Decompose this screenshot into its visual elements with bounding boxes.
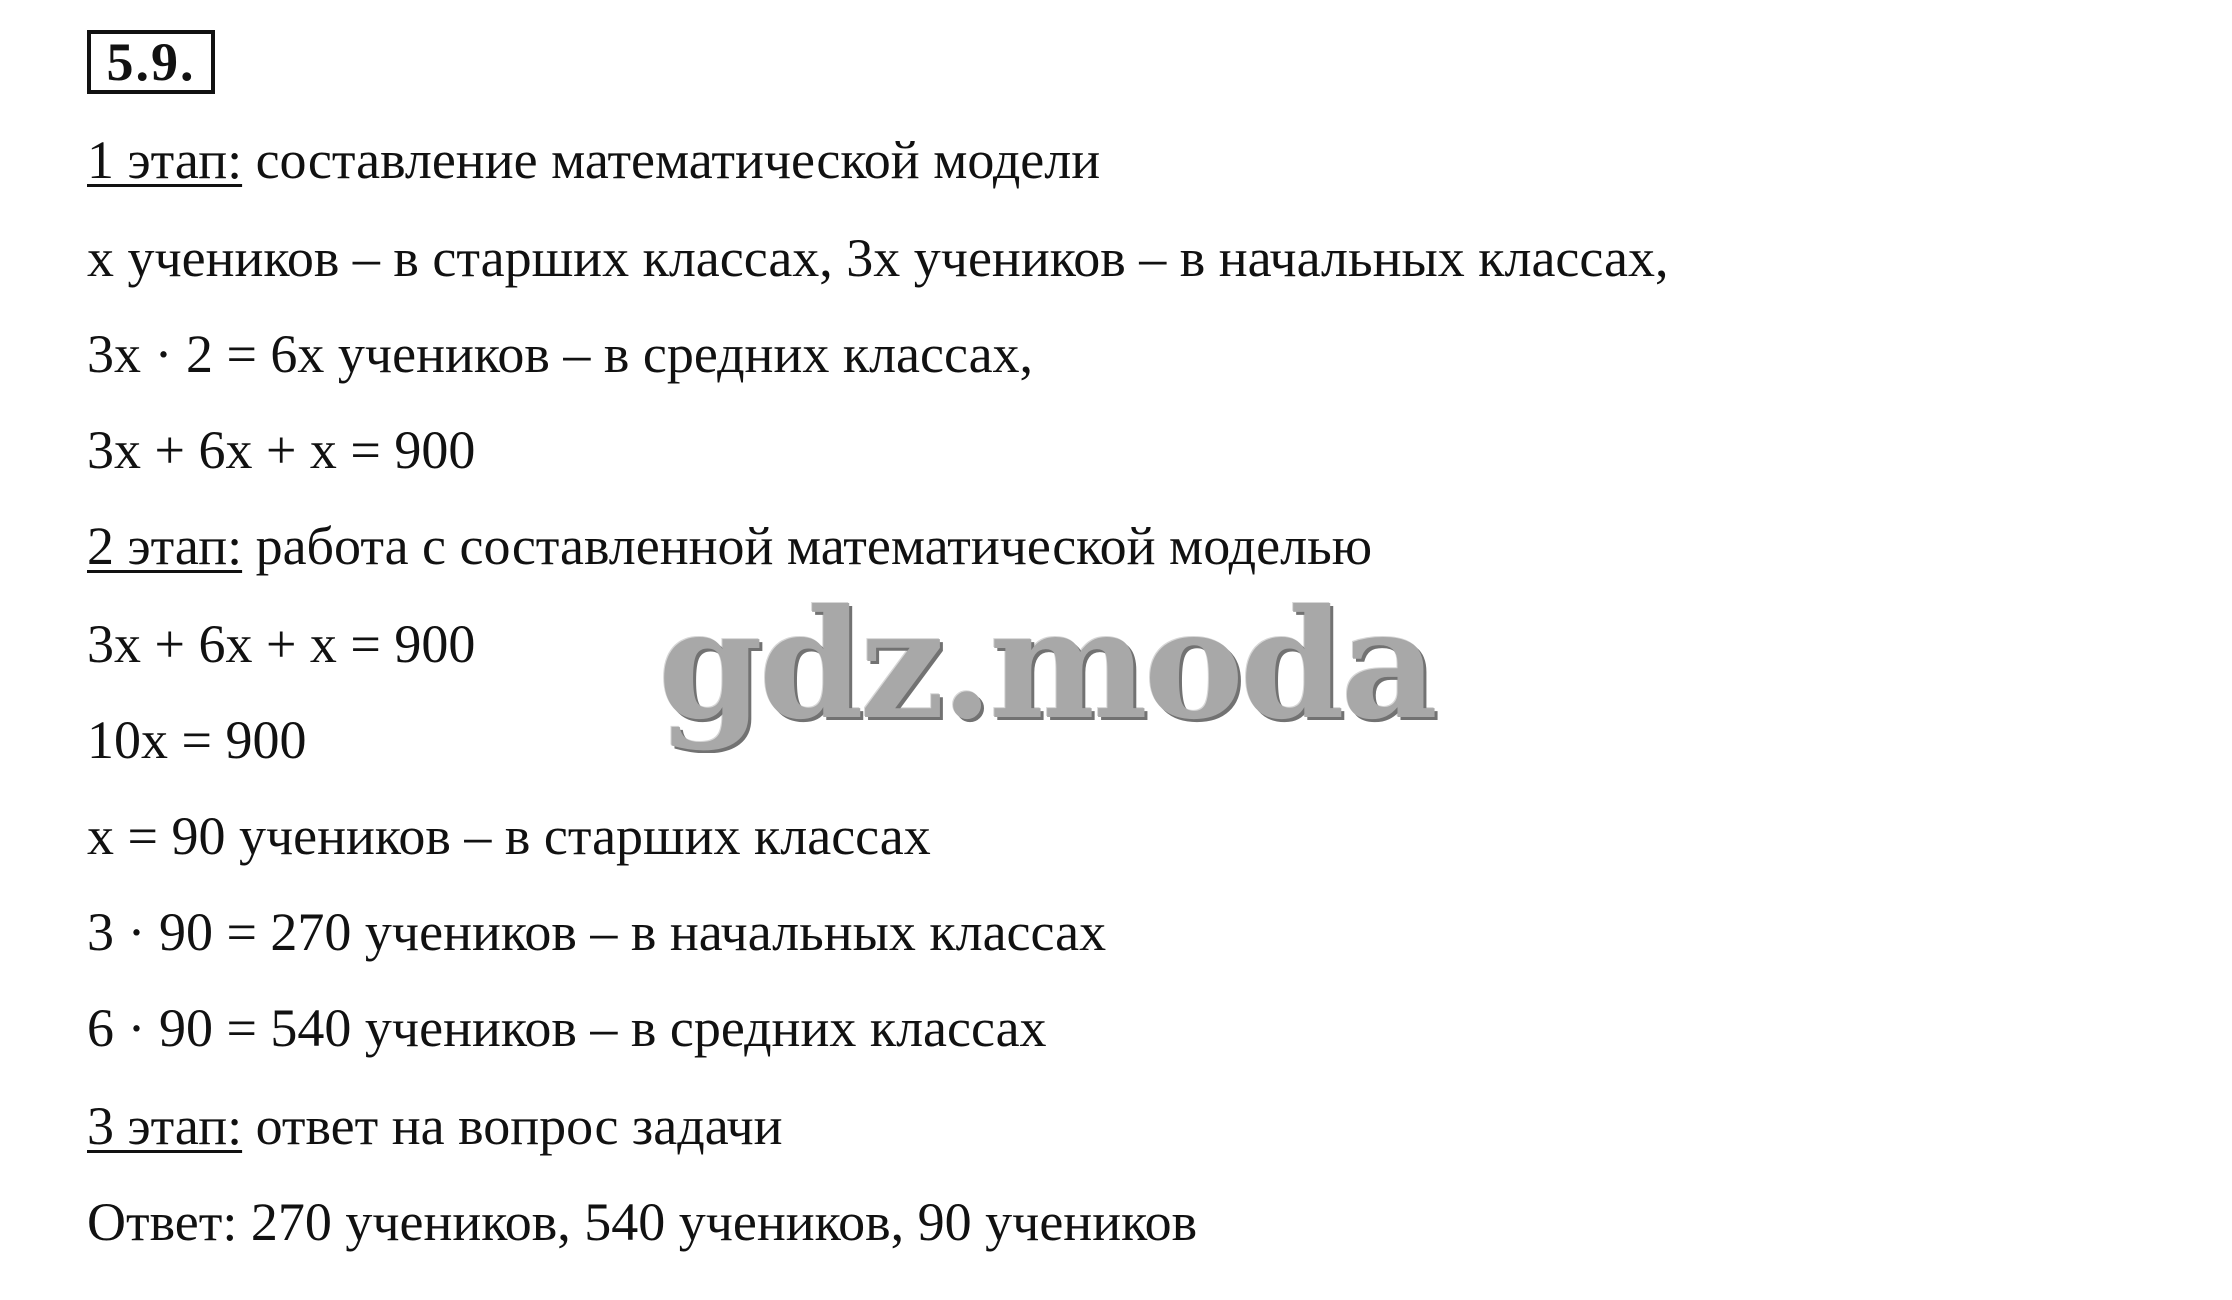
stage-1-line <box>87 128 1100 192</box>
stage-label: 3 этап: <box>87 1096 243 1156</box>
model-line-2 <box>87 322 1033 386</box>
line-text: 3x · 2 = 6x учеников – в средних классах, <box>87 324 1034 384</box>
line-text: 3x + 6x + x = 900 <box>87 614 476 674</box>
model-equation <box>87 418 475 482</box>
line-text: 3x + 6x + x = 900 <box>87 420 476 480</box>
line-text: 6 · 90 = 540 учеников – в средних классах <box>87 998 1047 1058</box>
model-line-1 <box>87 226 1668 290</box>
stage-label: 1 этап: <box>87 130 243 190</box>
answer-line <box>87 1190 1197 1254</box>
solution-line-5 <box>87 996 1047 1060</box>
line-text: x учеников – в старших классах, 3x учеников – в начальных классах, <box>87 228 1669 288</box>
solution-line-2 <box>87 708 306 772</box>
line-text: работа с составленной математической моделью <box>242 516 1373 576</box>
solution-line-4 <box>87 900 1106 964</box>
watermark-logo: gdz.moda <box>658 577 1435 753</box>
stage-label: 2 этап: <box>87 516 243 576</box>
line-text: x = 90 учеников – в старших классах <box>87 806 931 866</box>
line-text: 10x = 900 <box>87 710 307 770</box>
stage-2-line <box>87 514 1372 578</box>
line-text: Ответ: 270 учеников, 540 учеников, 90 учеников <box>87 1192 1198 1252</box>
solution-line-1 <box>87 612 475 676</box>
line-text: составление математической модели <box>242 130 1101 190</box>
problem-number-box: 5.9. <box>87 30 215 94</box>
stage-3-line <box>87 1094 783 1158</box>
solution-line-3 <box>87 804 931 868</box>
line-text: 3 · 90 = 270 учеников – в начальных классах <box>87 902 1107 962</box>
line-text: ответ на вопрос задачи <box>242 1096 783 1156</box>
